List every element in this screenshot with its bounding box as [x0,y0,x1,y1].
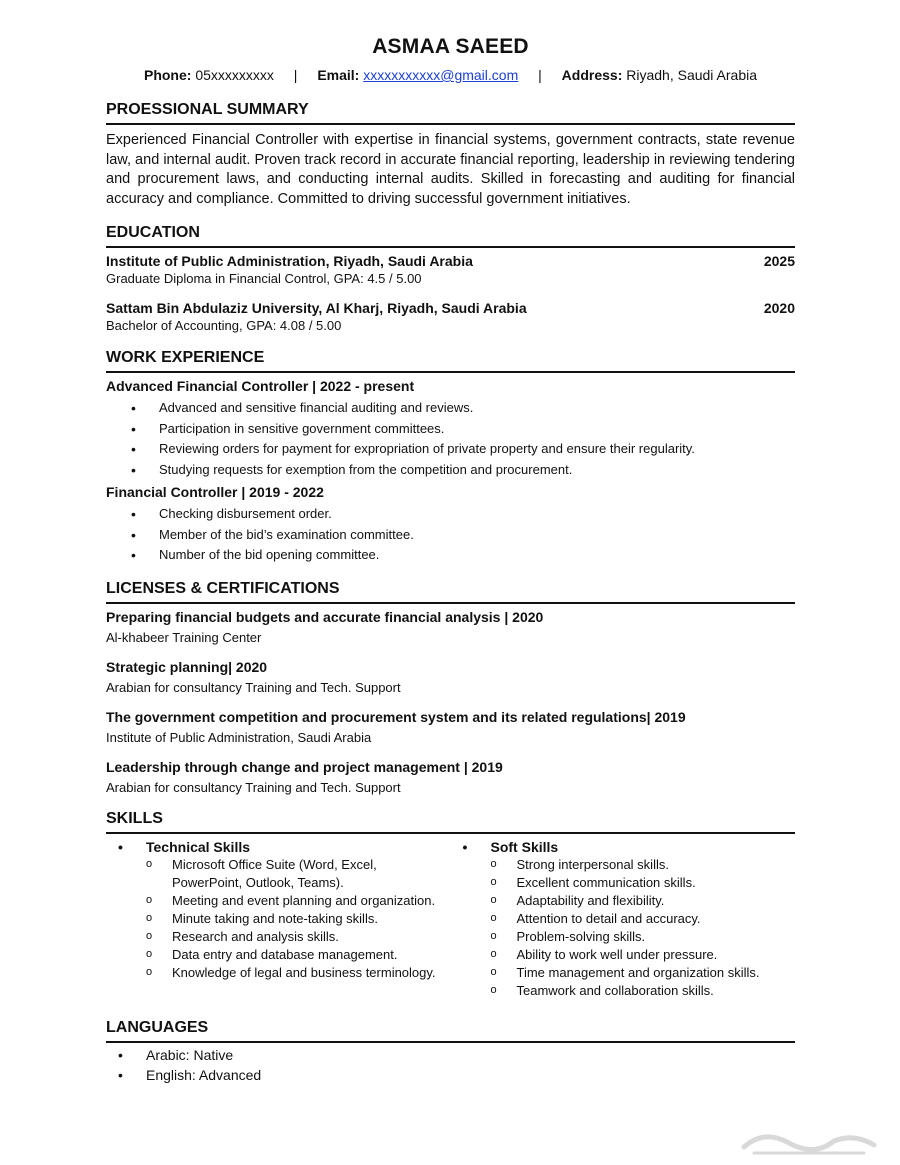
list-item: • Checking disbursement order. [106,504,795,525]
skills-columns [106,838,795,1000]
job-duties [106,398,795,480]
license-entry [106,708,795,747]
education-detail: Graduate Diploma in Financial Control, GPA: 4.5 / 5.00 [106,271,422,287]
languages-section [106,1018,795,1086]
list-item: o Microsoft Office Suite (Word, Excel, PowerPoint, Outlook, Teams). [106,856,451,892]
candidate-name: ASMAA SAEED [372,35,529,58]
email-label: Email: [317,67,360,83]
language-list [106,1045,795,1086]
skill-list [451,856,796,1000]
watermark-logo-icon [734,1119,884,1159]
section-title: PROESSIONAL SUMMARY [106,100,795,125]
license-name: Preparing financial budgets and accurate financial analysis | 2020 [106,608,544,625]
licenses-section [106,579,795,797]
section-title: LICENSES & CERTIFICATIONS [106,579,795,604]
skills-section [106,809,795,1000]
work-section [106,348,795,566]
license-org: Al-khabeer Training Center [106,629,262,645]
list-item: • Number of the bid opening committee. [106,545,795,566]
job-duties [106,504,795,566]
technical-skills [106,838,451,1000]
list-item: o Strong interpersonal skills. [451,856,796,874]
skill-group-heading: • Soft Skills [451,838,796,856]
resume-page [106,34,795,1086]
section-title: EDUCATION [106,223,795,248]
summary-section [106,100,795,209]
skill-group-heading: • Technical Skills [106,838,451,856]
list-item: • Reviewing orders for payment for expropriation of private property and ensure their regularity. [106,439,795,460]
list-item: • Participation in sensitive government committees. [106,419,795,440]
separator: | [538,67,542,83]
section-title: WORK EXPERIENCE [106,348,795,373]
list-item: • Arabic: Native [106,1045,795,1066]
phone-label: Phone: [143,67,192,83]
address-value: Riyadh, Saudi Arabia [626,67,758,83]
list-item: o Excellent communication skills. [451,874,796,892]
education-entry [106,299,795,335]
skill-list [106,856,451,982]
contact-line [106,66,795,84]
education-section [106,223,795,335]
list-item: o Knowledge of legal and business terminology. [106,964,451,982]
phone-value: 05xxxxxxxxx [195,67,274,83]
license-name: Leadership through change and project management | 2019 [106,758,503,775]
education-year: 2020 [763,300,795,317]
list-item: o Adaptability and flexibility. [451,892,796,910]
education-detail: Bachelor of Accounting, GPA: 4.08 / 5.00 [106,318,342,334]
license-entry [106,658,795,697]
list-item: o Research and analysis skills. [106,928,451,946]
license-entry [106,608,795,647]
education-institution: Institute of Public Administration, Riyadh, Saudi Arabia [106,253,473,270]
list-item: • Studying requests for exemption from the competition and procurement. [106,460,795,481]
list-item: o Meeting and event planning and organization. [106,892,451,910]
education-entry [106,252,795,288]
list-item: • English: Advanced [106,1065,795,1086]
summary-text: Experienced Financial Controller with expertise in financial systems, government contracts, state revenue law, and internal audit. Proven track record in accurate financial reporting, leadership in reviewing tendering and procurement laws, and conducting internal audits. Skilled in forecasting and auditing for financial accuracy and compliance. Committed to driving successful government initiatives. [106,132,795,207]
license-name: Strategic planning| 2020 [106,658,268,675]
license-org: Arabian for consultancy Training and Tech. Support [106,679,401,695]
list-item: o Problem-solving skills. [451,928,796,946]
education-institution: Sattam Bin Abdulaziz University, Al Kharj, Riyadh, Saudi Arabia [106,300,527,317]
list-item: o Minute taking and note-taking skills. [106,910,451,928]
list-item: o Attention to detail and accuracy. [451,910,796,928]
list-item: o Teamwork and collaboration skills. [451,982,796,1000]
list-item: • Member of the bid’s examination committee. [106,525,795,546]
email-link[interactable]: xxxxxxxxxxx@gmail.com [363,67,519,83]
section-title: SKILLS [106,809,795,834]
job-heading: Financial Controller | 2019 - 2022 [106,484,324,501]
license-org: Arabian for consultancy Training and Tech. Support [106,779,401,795]
list-item: • Advanced and sensitive financial auditing and reviews. [106,398,795,419]
job-heading: Advanced Financial Controller | 2022 - present [106,378,415,395]
list-item: o Ability to work well under pressure. [451,946,796,964]
license-org: Institute of Public Administration, Saudi Arabia [106,729,372,745]
list-item: o Data entry and database management. [106,946,451,964]
license-name: The government competition and procurement system and its related regulations| 2019 [106,708,686,725]
address-label: Address: [561,67,623,83]
separator: | [293,67,298,83]
license-entry [106,758,795,797]
education-year: 2025 [763,253,795,270]
section-title: LANGUAGES [106,1018,795,1043]
soft-skills [451,838,796,1000]
list-item: o Time management and organization skills. [451,964,796,982]
